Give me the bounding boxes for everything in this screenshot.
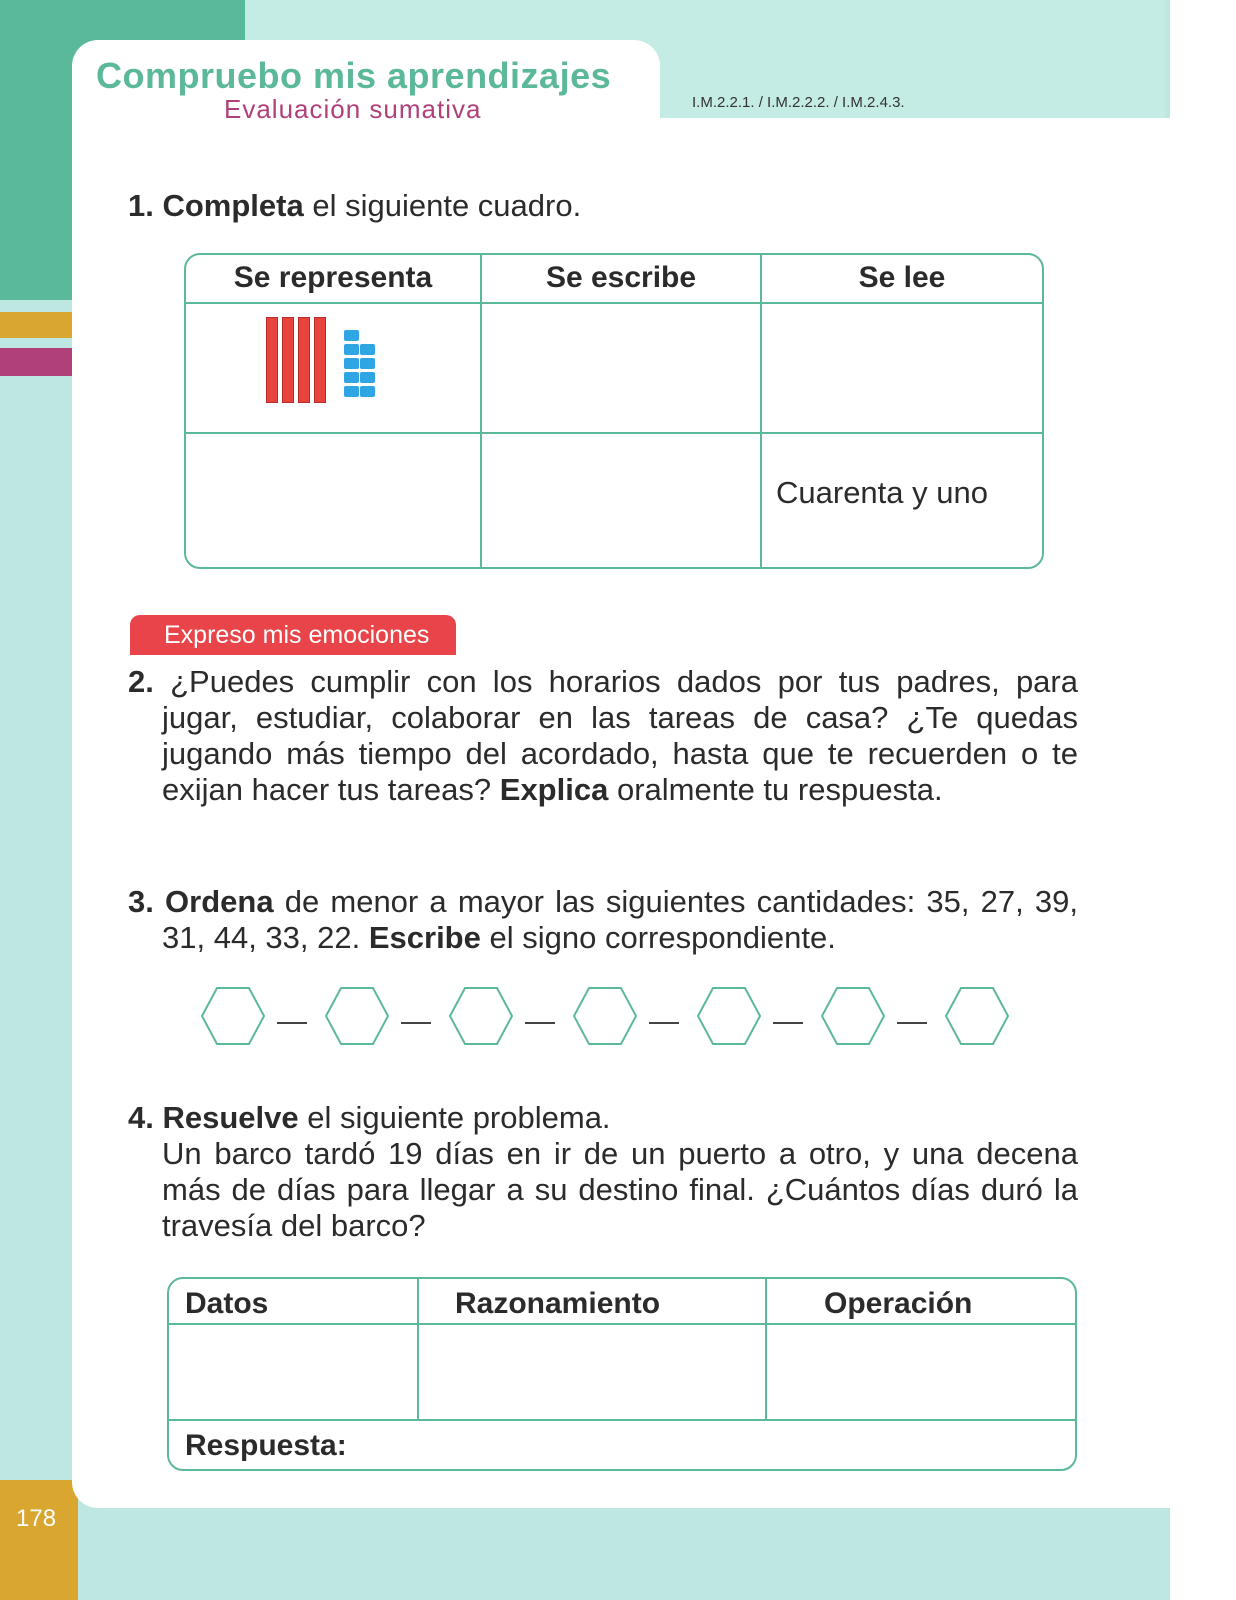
question-3 [128,884,1078,956]
order-hexagon[interactable] [696,986,762,1046]
sign-blank[interactable] [401,1022,431,1024]
ten-rod-block [298,317,310,403]
razonamiento-cell[interactable] [419,1325,765,1419]
order-hexagon[interactable] [200,986,266,1046]
question-text: de menor a mayor las siguientes cantidades: 35, 27, 39, 31, 44, 33, 22. [162,884,1078,955]
table-divider [169,1419,1075,1421]
header-razonamiento: Razonamiento [455,1287,661,1320]
indicator-codes: I.M.2.2.1. / I.M.2.2.2. / I.M.2.4.3. [692,94,905,111]
question-verb: Escribe [368,920,481,955]
question-text: oralmente tu respuesta. [616,772,943,807]
answer-field[interactable] [359,1425,1069,1465]
answer-cell-read-1[interactable] [762,304,1042,432]
sign-blank[interactable] [773,1022,803,1024]
unit-block [344,344,359,355]
sign-blank[interactable] [649,1022,679,1024]
ten-rod-block [266,317,278,403]
question-text: el signo correspondiente. [489,920,836,955]
answer-label: Respuesta: [185,1429,347,1462]
operacion-cell[interactable] [767,1325,1075,1419]
question-2 [128,664,1078,808]
emotions-banner: Expreso mis emociones [130,615,456,655]
question-verb: Resuelve [162,1100,299,1135]
decor-corner [0,1480,78,1600]
page-subtitle: Evaluación sumativa [224,94,482,124]
unit-block [344,358,359,369]
answer-cell-write-2[interactable] [482,434,760,567]
order-hexagon[interactable] [820,986,886,1046]
header-se-lee: Se lee [858,261,946,294]
datos-cell[interactable] [169,1325,417,1419]
ten-rod-block [282,317,294,403]
unit-block [344,372,359,383]
answer-cell-write-1[interactable] [482,304,760,432]
header-se-representa: Se representa [233,261,433,294]
problem-text: Un barco tardó 19 días en ir de un puerto a otro, y una decena más de días para llegar a su destino final. ¿Cuántos días duró la travesía del barco? [162,1136,1078,1243]
question-number: 2. [128,664,154,699]
unit-block [360,344,375,355]
unit-block [360,372,375,383]
question-verb: Explica [499,772,609,807]
question-number: 1. [128,188,154,223]
unit-block [344,386,359,397]
ordering-hexagons [200,986,1030,1050]
page-title: Compruebo mis aprendizajes [96,55,612,96]
header-datos: Datos [185,1287,269,1320]
page-number: 178 [16,1505,57,1532]
table-representation [184,253,1044,569]
order-hexagon[interactable] [324,986,390,1046]
order-hexagon[interactable] [944,986,1010,1046]
ten-rod-block [314,317,326,403]
sign-blank[interactable] [897,1022,927,1024]
question-number: 4. [128,1100,154,1135]
header-se-escribe: Se escribe [545,261,697,294]
question-4 [128,1100,1078,1244]
answer-cell-represent-2[interactable] [186,434,480,567]
question-text: el siguiente problema. [307,1100,611,1135]
order-hexagon[interactable] [448,986,514,1046]
decor-yellow-band [0,312,72,338]
question-text: ¿Puedes cumplir con los horarios dados por tus padres, para jugar, estudiar, colaborar en las tareas de casa? ¿Te quedas jugando más tiempo del acordado, hasta que te recuerden o te exijan hacer tus tareas? [162,664,1078,807]
unit-block [344,330,359,341]
question-number: 3. [128,884,154,919]
question-verb: Ordena [165,884,274,919]
unit-block [360,386,375,397]
page-edge [1170,0,1236,1600]
table-problem [167,1277,1077,1471]
decor-pink-band [0,348,72,376]
header-operacion: Operación [824,1287,973,1320]
question-text: el siguiente cuadro. [312,188,582,223]
order-hexagon[interactable] [572,986,638,1046]
sign-blank[interactable] [525,1022,555,1024]
read-value: Cuarenta y uno [776,475,988,510]
question-1 [128,188,581,224]
question-verb: Completa [162,188,304,223]
sign-blank[interactable] [277,1022,307,1024]
unit-block [360,358,375,369]
